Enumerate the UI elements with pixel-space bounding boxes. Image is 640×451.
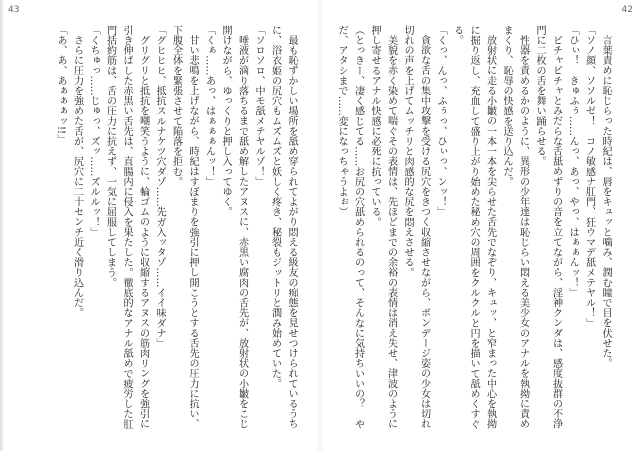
paragraph: 「ひぃ！ きゅふぅ……んっ、あっ、やっ、はぁぁんッ！」 (567, 25, 578, 298)
book-gutter (316, 0, 324, 451)
paragraph: 「ソノ顔、ソソルゼ！ コノ敏感ナ肛門、狂ウマデ舐メテヤル！」 (583, 25, 595, 328)
right-page-text (331, 25, 613, 431)
paragraph: 「ソロソロ、中モ舐メテヤルゾ！」 (253, 25, 264, 187)
paragraph: 言葉責めに恥じらった時紀は、唇をキュッと噛み、潤む瞳で目を伏せた。 (600, 35, 611, 369)
paragraph: 放射状に走る小皺の一本一本を尖らせた舌先でなぞり、キュッ、と窄まった中心を執拗に掘り返し、充血して盛り上がり始めた秘め穴の周囲をクルクルと円を描いて舐めくすぐる。 (451, 25, 496, 429)
paragraph: （とっきー、凄く感じてる……お尻の穴舐められるのって、そんなに気持ちいいの？ やだ、アタシまで……変になっちゃうよぉ） (336, 25, 364, 429)
paragraph: グリグリと抵抗を嘲笑うように、輪ゴムのように収縮するアヌスの筋肉リングを強引に引き伸ばした赤黒い舌先は、直腸内に侵入を果たした。徹底的なアナル舐めで疲労した肛門括約筋は、舌の圧力に抗えず、一気に屈服してしまう。 (104, 25, 149, 429)
paragraph: 甘い悲鳴を上げながら、時紀はすぼまりを強引に押し開こうとする舌先の圧力に抗い、下腹全体を緊張させて陥落を拒む。 (170, 25, 198, 429)
paragraph: 「くぁ……あっ、はぁぁぁんッ！」 (203, 25, 215, 187)
paragraph: 「くっ、んっ、ふぅっ、ひぃっ、ンッ！」 (435, 25, 446, 217)
page-edge-shadow (0, 0, 4, 451)
paragraph: 美貌を赤く染めて喘ぐその表情は、先ほどまでの余裕の表情は消え失せ、津波のように押し寄せるアナル快感に必死に抗っている。 (369, 25, 397, 429)
paragraph: さらに圧力を強めた舌が、尻穴に二十センチ近く滑り込んだ。 (71, 35, 83, 318)
paragraph: ピチャピチャとみだらな舌舐めずりの音を立てながら、淫神クンダは、感度抜群の不浄門に二枚の舌を舞い踊らせる。 (534, 25, 562, 429)
paragraph: 貪欲な舌の集中攻撃を受ける尻穴をきつく収縮させながら、ボンデージ姿の少女は切れ切れの声を上げてムッチリと肉感的な尻を悶えさせる。 (402, 25, 430, 429)
left-page-text (17, 25, 299, 431)
paragraph: 唾液が滴り落ちるまで舐め解したアヌスに、赤黒い腐肉の舌先が、放射状の小皺をこじ開けながら、ゆっくりと押し入ってゆく。 (220, 25, 248, 429)
page-number-right: 42 (621, 5, 633, 15)
paragraph: 「くちゅっ……じゅっ、ズッ……ズルルッ！」 (88, 25, 99, 238)
paragraph: 性器を責めるかのように、異形の少年達は恥じらい悶える美少女のアナルを執拗に責めまくり、恥辱の快感を送り込んだ。 (501, 25, 529, 429)
paragraph: 「グヒヒヒ、抵抗スルナケツ穴ダゾ……先ガ入ッタゾ……イイ味ダナ」 (154, 25, 165, 349)
paragraph: 最も恥ずかしい場所を舐め穿られてよがり悶える級友の痴態を見せつけられているうちに、浴衣姫の尻穴もムズムズと妖しく疼き、秘裂もジットリと潤み始めていた。 (269, 25, 297, 429)
page-number-left: 43 (8, 5, 20, 15)
paragraph: 「あ、あ、あぁぁぁッ!!」 (55, 25, 66, 145)
